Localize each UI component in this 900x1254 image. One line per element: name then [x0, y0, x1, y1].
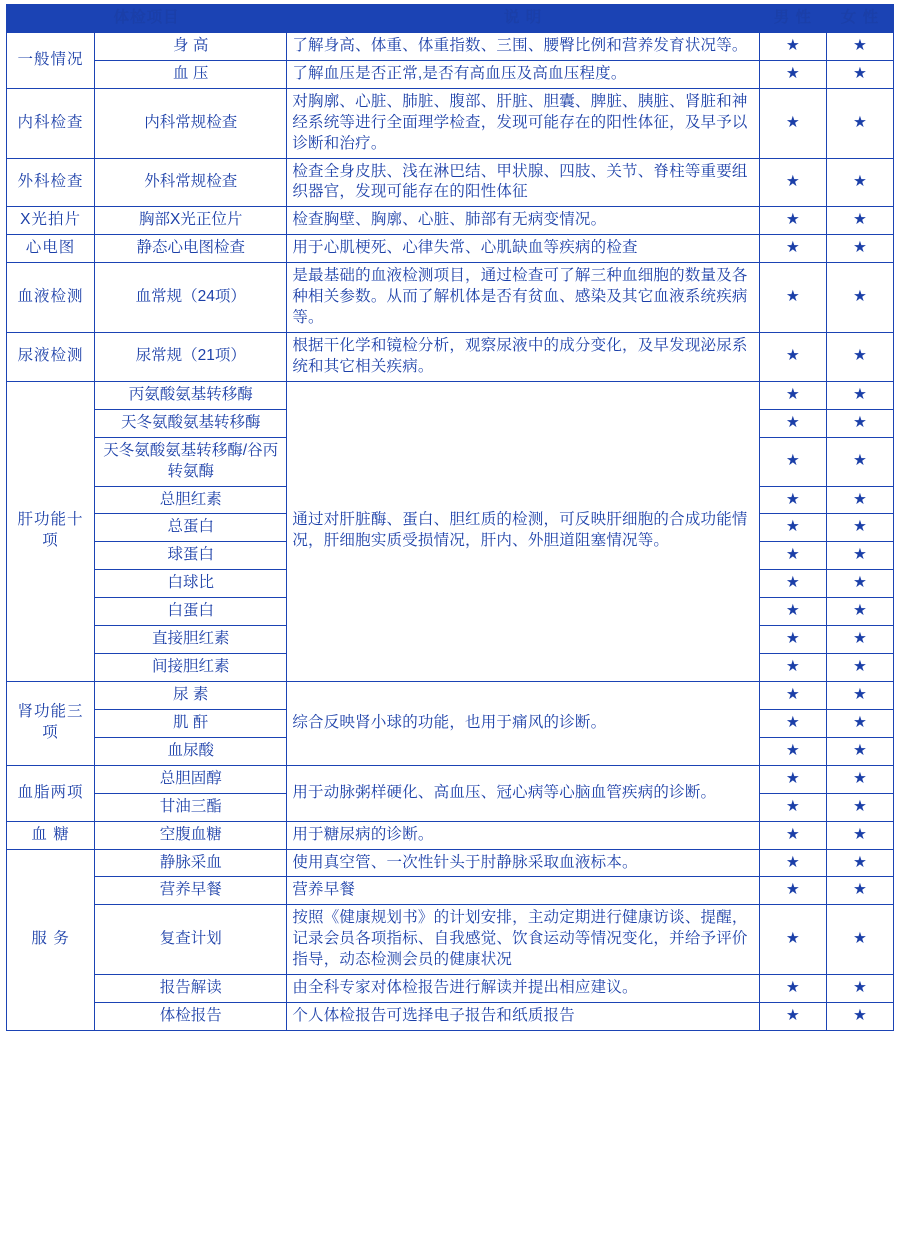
female-mark: ★	[826, 381, 893, 409]
female-mark: ★	[826, 975, 893, 1003]
male-mark: ★	[759, 542, 826, 570]
female-mark: ★	[826, 598, 893, 626]
item-cell: 血 压	[95, 60, 287, 88]
female-mark: ★	[826, 905, 893, 975]
item-cell: 血常规（24项）	[95, 263, 287, 333]
table-header-row	[7, 5, 894, 33]
description-cell: 个人体检报告可选择电子报告和纸质报告	[287, 1003, 760, 1031]
description-cell: 对胸廓、心脏、肺脏、腹部、肝脏、胆囊、脾脏、胰脏、肾脏和神经系统等进行全面理学检查，发现可能存在的阳性体征，及早予以诊断和治疗。	[287, 88, 760, 158]
category-cell: 心电图	[7, 235, 95, 263]
female-mark: ★	[826, 207, 893, 235]
male-mark: ★	[759, 514, 826, 542]
table-row	[7, 32, 894, 60]
female-mark: ★	[826, 654, 893, 682]
male-mark: ★	[759, 975, 826, 1003]
category-cell: 一般情况	[7, 32, 95, 88]
female-mark: ★	[826, 60, 893, 88]
description-cell: 用于心肌梗死、心律失常、心肌缺血等疾病的检查	[287, 235, 760, 263]
item-cell: 复查计划	[95, 905, 287, 975]
header-male: 男 性	[759, 5, 826, 33]
male-mark: ★	[759, 158, 826, 207]
table-row	[7, 681, 894, 709]
exam-items-table	[6, 4, 894, 1031]
male-mark: ★	[759, 793, 826, 821]
male-mark: ★	[759, 332, 826, 381]
male-mark: ★	[759, 381, 826, 409]
female-mark: ★	[826, 737, 893, 765]
item-cell: 身 高	[95, 32, 287, 60]
male-mark: ★	[759, 1003, 826, 1031]
category-cell: 血脂两项	[7, 765, 95, 821]
item-cell: 静脉采血	[95, 849, 287, 877]
table-row	[7, 60, 894, 88]
table-row	[7, 88, 894, 158]
table-row	[7, 905, 894, 975]
male-mark: ★	[759, 207, 826, 235]
table-row	[7, 158, 894, 207]
female-mark: ★	[826, 486, 893, 514]
item-cell: 间接胆红素	[95, 654, 287, 682]
male-mark: ★	[759, 681, 826, 709]
female-mark: ★	[826, 32, 893, 60]
description-cell: 了解身高、体重、体重指数、三围、腰臀比例和营养发育状况等。	[287, 32, 760, 60]
female-mark: ★	[826, 570, 893, 598]
header-description: 说 明	[287, 5, 760, 33]
item-cell: 胸部X光正位片	[95, 207, 287, 235]
item-cell: 静态心电图检查	[95, 235, 287, 263]
table-row	[7, 877, 894, 905]
male-mark: ★	[759, 598, 826, 626]
item-cell: 内科常规检查	[95, 88, 287, 158]
female-mark: ★	[826, 765, 893, 793]
female-mark: ★	[826, 158, 893, 207]
female-mark: ★	[826, 263, 893, 333]
description-cell: 通过对肝脏酶、蛋白、胆红质的检测，可反映肝细胞的合成功能情况，肝细胞实质受损情况，肝内、外胆道阻塞情况等。	[287, 381, 760, 681]
male-mark: ★	[759, 60, 826, 88]
item-cell: 天冬氨酸氨基转移酶/谷丙转氨酶	[95, 437, 287, 486]
female-mark: ★	[826, 514, 893, 542]
male-mark: ★	[759, 263, 826, 333]
header-category: 体检项目	[7, 5, 287, 33]
table-row	[7, 1003, 894, 1031]
female-mark: ★	[826, 409, 893, 437]
category-cell: 服 务	[7, 849, 95, 1030]
description-cell: 用于动脉粥样硬化、高血压、冠心病等心脑血管疾病的诊断。	[287, 765, 760, 821]
description-cell: 按照《健康规划书》的计划安排，主动定期进行健康访谈、提醒，记录会员各项指标、自我感觉、饮食运动等情况变化，并给予评价指导，动态检测会员的健康状况	[287, 905, 760, 975]
category-cell: X光拍片	[7, 207, 95, 235]
description-cell: 使用真空管、一次性针头于肘静脉采取血液标本。	[287, 849, 760, 877]
female-mark: ★	[826, 709, 893, 737]
description-cell: 检查胸壁、胸廓、心脏、肺部有无病变情况。	[287, 207, 760, 235]
male-mark: ★	[759, 486, 826, 514]
description-cell: 由全科专家对体检报告进行解读并提出相应建议。	[287, 975, 760, 1003]
table-row	[7, 235, 894, 263]
male-mark: ★	[759, 849, 826, 877]
female-mark: ★	[826, 681, 893, 709]
male-mark: ★	[759, 821, 826, 849]
male-mark: ★	[759, 409, 826, 437]
item-cell: 白蛋白	[95, 598, 287, 626]
item-cell: 球蛋白	[95, 542, 287, 570]
item-cell: 总胆红素	[95, 486, 287, 514]
table-row	[7, 381, 894, 409]
female-mark: ★	[826, 793, 893, 821]
female-mark: ★	[826, 821, 893, 849]
item-cell: 肌 酐	[95, 709, 287, 737]
category-cell: 外科检查	[7, 158, 95, 207]
male-mark: ★	[759, 570, 826, 598]
category-cell: 内科检查	[7, 88, 95, 158]
male-mark: ★	[759, 765, 826, 793]
male-mark: ★	[759, 32, 826, 60]
female-mark: ★	[826, 626, 893, 654]
item-cell: 空腹血糖	[95, 821, 287, 849]
male-mark: ★	[759, 235, 826, 263]
item-cell: 丙氨酸氨基转移酶	[95, 381, 287, 409]
item-cell: 尿 素	[95, 681, 287, 709]
female-mark: ★	[826, 1003, 893, 1031]
category-cell: 血液检测	[7, 263, 95, 333]
description-cell: 检查全身皮肤、浅在淋巴结、甲状腺、四肢、关节、脊柱等重要组织器官，发现可能存在的阳性体征	[287, 158, 760, 207]
description-cell: 根据干化学和镜检分析，观察尿液中的成分变化，及早发现泌尿系统和其它相关疾病。	[287, 332, 760, 381]
male-mark: ★	[759, 709, 826, 737]
table-row	[7, 332, 894, 381]
female-mark: ★	[826, 437, 893, 486]
description-cell: 综合反映肾小球的功能，也用于痛风的诊断。	[287, 681, 760, 765]
item-cell: 体检报告	[95, 1003, 287, 1031]
category-cell: 尿液检测	[7, 332, 95, 381]
category-cell: 肝功能十项	[7, 381, 95, 681]
item-cell: 总蛋白	[95, 514, 287, 542]
female-mark: ★	[826, 849, 893, 877]
item-cell: 天冬氨酸氨基转移酶	[95, 409, 287, 437]
table-row	[7, 849, 894, 877]
item-cell: 营养早餐	[95, 877, 287, 905]
male-mark: ★	[759, 88, 826, 158]
male-mark: ★	[759, 626, 826, 654]
header-female: 女 性	[826, 5, 893, 33]
category-cell: 肾功能三项	[7, 681, 95, 765]
female-mark: ★	[826, 88, 893, 158]
description-cell: 了解血压是否正常,是否有高血压及高血压程度。	[287, 60, 760, 88]
female-mark: ★	[826, 332, 893, 381]
female-mark: ★	[826, 877, 893, 905]
item-cell: 直接胆红素	[95, 626, 287, 654]
description-cell: 营养早餐	[287, 877, 760, 905]
table-row	[7, 207, 894, 235]
male-mark: ★	[759, 437, 826, 486]
table-body	[7, 32, 894, 1030]
item-cell: 报告解读	[95, 975, 287, 1003]
item-cell: 总胆固醇	[95, 765, 287, 793]
item-cell: 血尿酸	[95, 737, 287, 765]
male-mark: ★	[759, 877, 826, 905]
table-header	[7, 5, 894, 33]
male-mark: ★	[759, 737, 826, 765]
table-row	[7, 765, 894, 793]
item-cell: 尿常规（21项）	[95, 332, 287, 381]
table-row	[7, 821, 894, 849]
male-mark: ★	[759, 905, 826, 975]
description-cell: 用于糖尿病的诊断。	[287, 821, 760, 849]
female-mark: ★	[826, 235, 893, 263]
table-row	[7, 975, 894, 1003]
item-cell: 甘油三酯	[95, 793, 287, 821]
male-mark: ★	[759, 654, 826, 682]
category-cell: 血 糖	[7, 821, 95, 849]
table-row	[7, 263, 894, 333]
item-cell: 外科常规检查	[95, 158, 287, 207]
female-mark: ★	[826, 542, 893, 570]
item-cell: 白球比	[95, 570, 287, 598]
description-cell: 是最基础的血液检测项目，通过检查可了解三种血细胞的数量及各种相关参数。从而了解机体是否有贫血、感染及其它血液系统疾病等。	[287, 263, 760, 333]
